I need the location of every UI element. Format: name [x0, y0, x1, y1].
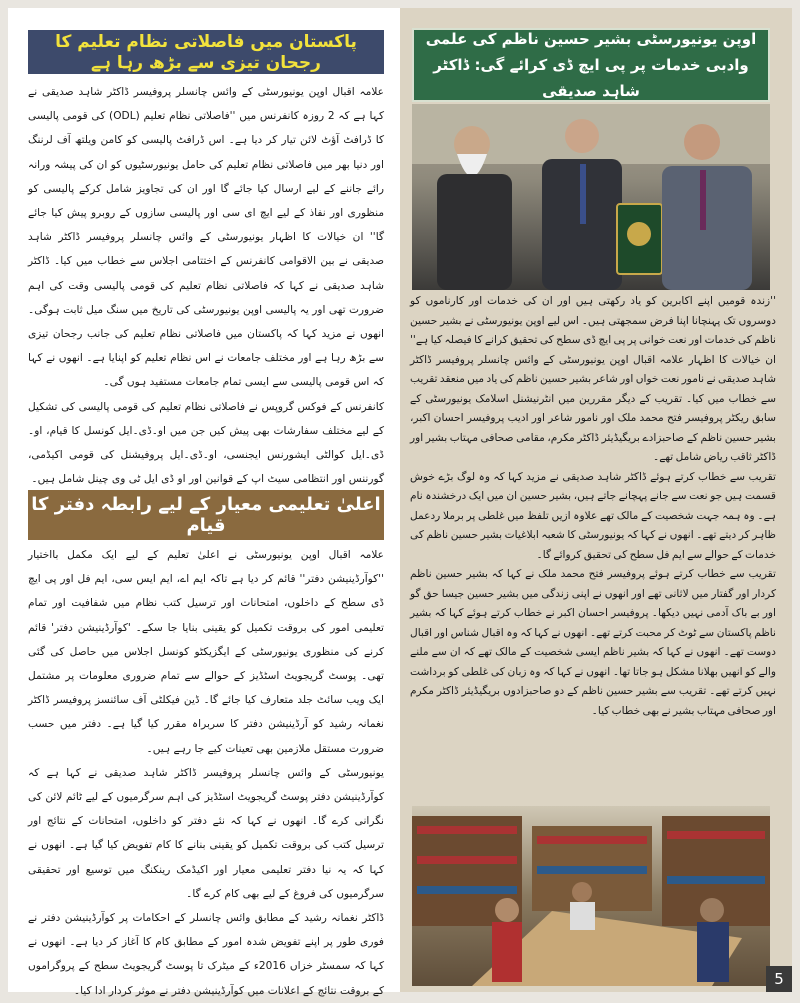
paragraph: علامہ اقبال اوپن یونیورسٹی کے وائس چانسلر پروفیسر ڈاکٹر شاہد صدیقی نے کہا ہے کہ 2 روزہ کانفرنس میں ''فاصلاتی نظام تعلیم (ODL) کی قومی پالیسی کا ڈرافٹ آؤٹ لائن تیار کر دیا ہے۔ اس ڈرافٹ پالیسی کو کامن ویلتھ آف لرننگ اور دنیا بھر میں فاصلاتی نظام تعلیم کی حامل یونیورسٹیوں کو ان کی پیشہ ورانہ رائے جاننے کے لیے ارسال کیا جائے گا اور ان کی تجاویز شامل کرکے پالیسی کو منظوری اور نفاذ کے لیے ایچ ای سی اور پالیسی سازوں کے روبرو پیش کیا جائے گا'' ان خیالات کا اظہار یونیورسٹی کے وائس چانسلر پروفیسر ڈاکٹر شاہد صدیقی نے بین الاقوامی کانفرنس کے اختتامی اجلاس سے خطاب میں کیا۔ ڈاکٹر شاہد صدیقی نے کہا کہ فاصلاتی نظام تعلیم کی قومی پالیسی وقت کی اہم ضرورت تھی اور یہ پالیسی اوپن یونیورسٹی کی تاریخ میں سنگ میل ثابت ہوگی۔ انھوں نے مزید کہا کہ پاکستان میں فاصلاتی نظام تعلیم کی جانب رجحان تیزی سے بڑھ رہا ہے اور مختلف جامعات نے اس نظام تعلیم کو اپنایا ہے۔ انھوں نے کہا کہ اس قومی پالیسی سے ایسی تمام جامعات مستفید ہوں گی۔	[28, 86, 385, 389]
headline-bashir-hussain-nazim: اوپن یونیورسٹی بشیر حسین ناظم کی علمی وادبی خدمات پر پی ایچ ڈی کرائے گی: ڈاکٹر شاہد صدیقی	[412, 28, 770, 102]
paragraph: علامہ اقبال اوپن یونیورسٹی نے اعلیٰ تعلیم کے لیے ایک مکمل بااختیار ''کوآرڈینیشن دفتر'' قائم کر دیا ہے تاکہ ایم اے، ایم ایس سی، ایم فل اور پی ایچ ڈی سطح کے داخلوں، امتحانات اور ترسیل کتب نظام میں شفافیت اور تمام تعلیمی امور کی بروقت تکمیل کو یقینی بنایا جا سکے۔ 'کوآرڈینیشن دفتر' قائم کرنے کی منظوری یونیورسٹی کے ایگزیکٹو کونسل اجلاس میں حاصل کی گئی تھی۔ پوسٹ گریجویٹ اسٹڈیز کے حوالے سے تمام ضروری معلومات پر مشتمل ایک ویب سائٹ جلد متعارف کیا جائے گا۔ ڈین فیکلٹی آف سائنسز پروفیسر ڈاکٹر نغمانہ رشید کو آرڈینیشن دفتر کا سربراہ مقرر کیا گیا ہے۔ دفتر میں حسب ضرورت مستقل ملازمین بھی تعینات کیے جا رہے ہیں۔	[28, 549, 384, 755]
paragraph: کانفرنس کے فوکس گروپس نے فاصلاتی نظام تعلیم کی قومی پالیسی کی تشکیل کے لیے مختلف سفارشات بھی پیش کیں جن میں او۔ڈی۔ایل کونسل کا قیام، او۔ڈی۔ایل کوالٹی ایشورنس ایجنسی، او۔ڈی۔ایل پروفیشنل کی قومی اکیڈمی، گورننس اور انتظامی سیٹ اپ کے قوانین اور او ڈی ایل ٹی وی چینل شامل ہیں۔	[28, 400, 384, 486]
paragraph: ''زندہ قومیں اپنے اکابرین کو یاد رکھتی ہیں اور ان کی خدمات اور کارناموں کو دوسروں تک پہنچانا اپنا فرض سمجھتی ہیں۔ اس لیے اوپن یونیورسٹی نے بشیر حسین ناظم کی خدمات اور نعت خوانی پر پی ایچ ڈی سطح کی تحقیق کرانے کا فیصلہ کیا ہے'' ان خیالات کا اظہار علامہ اقبال اوپن یونیورسٹی کے وائس چانسلر پروفیسر ڈاکٹر شاہد صدیقی نے نامور نعت خواں اور شاعر بشیر حسین ناظم کی یاد میں منعقد تقریب سے خطاب میں کیا۔ تقریب کے دیگر مقررین میں انٹرنیشنل اسلامک یونیورسٹی کے سابق ریکٹر پروفیسر فتح محمد ملک اور نامور شاعر اور ادیب پروفیسر احسان اکبر، بشیر حسین ناظم کے صاحبزادے بریگیڈیئر ڈاکٹر مکرم، مقامی صحافی مہتاب بشیر اور ڈاکٹر ثاقب ریاض شامل تھے۔	[410, 295, 776, 463]
paragraph: ڈاکٹر نغمانہ رشید کے مطابق وائس چانسلر کے احکامات پر کوآرڈینیشن دفتر نے فوری طور پر اپنے تفویض شدہ امور کے مطابق کام کا آغاز کر دیا ہے۔ انھوں نے کہا کہ سمسٹر خزاں 2016ء کے میٹرک تا پوسٹ گریجویٹ سطح کے پروگراموں کے بروقت نتائج کے اعلانات میں کوآرڈینیشن دفتر نے موثر کردار ادا کیا۔	[28, 912, 385, 997]
newsletter-page	[8, 8, 792, 997]
headline-coordination-office: اعلیٰ تعلیمی معیار کے لیے رابطہ دفتر کا قیام	[28, 490, 384, 540]
paragraph: یونیورسٹی کے وائس چانسلر پروفیسر ڈاکٹر شاہد صدیقی نے کہا ہے کہ کوآرڈینیشن دفتر پوسٹ گریجویٹ اسٹڈیز کی اہم سرگرمیوں کے لیے ٹائم لائن کی نگرانی کرے گا۔ انھوں نے کہا کہ نئے دفتر کو داخلوں، امتحانات کے نتائج اور ترسیل کتب کی بروقت تکمیل کو یقینی بنانے کا کام تفویض کیا گیا ہے۔ انھوں نے کہا کہ یہ نیا دفتر تعلیمی معیار اور اکیڈمک رینکنگ میں توسیع اور تحقیقی سرگرمیوں کی فروغ کے لیے بھی کام کرے گا۔	[28, 766, 384, 900]
article-distance-learning	[28, 80, 384, 491]
headline-distance-learning: پاکستان میں فاصلاتی نظام تعلیم کا رجحان تیزی سے بڑھ رہا ہے	[28, 30, 384, 74]
paragraph: تقریب سے خطاب کرتے ہوئے ڈاکٹر شاہد صدیقی نے مزید کہا کہ وہ لوگ بڑے خوش قسمت ہیں جو نعت سے جانے پہچانے جاتے ہیں، بشیر حسین ان میں ایک درخشندہ نام ہے۔ وہ ہمہ جہت شخصیت کے مالک تھے علاوہ ازیں تلفظ میں غلطی پر برملا ردعمل ظاہر کر دیتے تھے۔ انھوں نے کہا کہ یونیورسٹی کا شعبہ ابلاغیات بشیر حسین ناظم کی خدمات کے حوالے سے ایم فل سطح کی تحقیق کروائے گا۔	[410, 470, 776, 561]
article-bashir-hussain-nazim	[410, 292, 776, 721]
article-coordination-office	[28, 543, 384, 1003]
library-photo	[412, 806, 770, 986]
paragraph: تقریب سے خطاب کرتے ہوئے پروفیسر فتح محمد ملک نے کہا کہ بشیر حسین ناظم کردار اور گفتار میں لاثانی تھے اور انھوں نے اپنی زندگی میں بشیر حسین جیسا حق گو اور بے باک آدمی نہیں دیکھا۔ پروفیسر احسان اکبر نے خطاب کرتے ہوئے کہا کہ بشیر ناظم پاکستان سے ٹوٹ کر محبت کرتے تھے۔ انھوں نے کہا کہ وہ اقبال شناس اور اقبال دوست تھے۔ انھوں نے کہا کہ بشیر ناظم ایسی شخصیت کے مالک تھے کہ ان سے ملنے والے کو انھیں بھلانا مشکل ہو جاتا تھا۔ انھوں نے کہا کہ وہ زبان کی غلطی کو برداشت نہیں کرتے تھے۔ تقریب سے بشیر حسین ناظم کے دو صاحبزادوں بریگیڈیئر ڈاکٹر مکرم اور صحافی مہتاب بشیر نے بھی خطاب کیا۔	[410, 568, 776, 717]
ceremony-photo	[412, 104, 770, 290]
page-number: 5	[766, 966, 792, 992]
left-column	[20, 8, 400, 997]
right-column	[400, 8, 792, 992]
